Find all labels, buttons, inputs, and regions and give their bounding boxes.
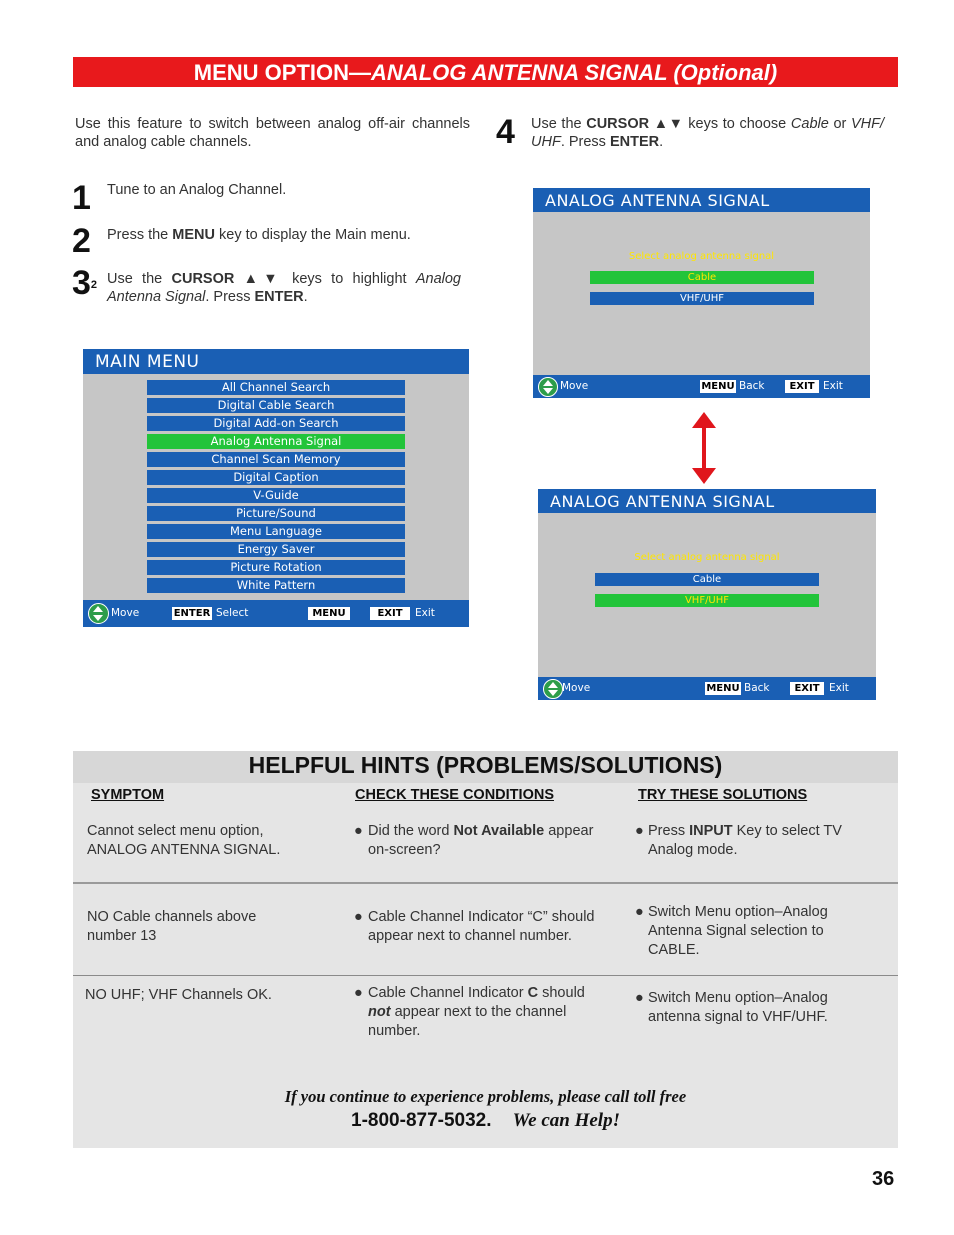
header-symptom: SYMPTOM [91,787,165,803]
row-3-check: ● Cable Channel Indicator C should not appear next to the channel number. [354,985,585,1039]
back-label: Back [739,380,765,392]
step-3-text: Use the CURSOR ▲▼ keys to highlight Analog Antenna Signal. Press ENTER. [107,271,461,305]
page-title [73,57,898,87]
antenna-prompt: Select analog antenna signal [634,552,780,563]
row-2-solution: ● Switch Menu option–Analog Antenna Signal selection to CABLE. [635,904,828,958]
main-menu-screen [83,349,469,627]
move-arrows-icon [538,377,558,397]
option-cable[interactable]: Cable [595,573,819,586]
antenna-footer [533,375,870,398]
exit-key: EXIT [370,607,410,620]
exit-label: Exit [415,607,435,619]
menu-item-digital-cable-search[interactable]: Digital Cable Search [147,398,405,413]
select-label: Select [216,607,249,619]
menu-item-energy-saver[interactable]: Energy Saver [147,542,405,557]
step-3-number: $3^2$ [72,264,98,302]
exit-label: Exit [823,380,843,392]
hints-title: HELPFUL HINTS (PROBLEMS/SOLUTIONS) [73,751,898,783]
menu-item-digital-caption[interactable]: Digital Caption [147,470,405,485]
step-2-text: Press the MENU key to display the Main menu. [107,227,411,243]
help-text: We can Help! [512,1110,620,1131]
menu-item-digital-add-on-search[interactable]: Digital Add-on Search [147,416,405,431]
row-2-check: ● Cable Channel Indicator “C” should appear next to channel number. [354,909,595,944]
menu-item-analog-antenna-signal[interactable]: Analog Antenna Signal [147,434,405,449]
move-arrows-icon [543,679,563,699]
option-cable-selected[interactable]: Cable [590,271,814,284]
double-arrow-icon [689,410,719,486]
main-menu-footer [83,600,469,627]
menu-item-channel-scan-memory[interactable]: Channel Scan Memory [147,452,405,467]
menu-key: MENU [706,683,740,694]
antenna-screen-vhf [538,489,876,700]
menu-item-menu-language[interactable]: Menu Language [147,524,405,539]
main-menu-title: MAIN MENU [83,349,469,374]
antenna-screen-title: ANALOG ANTENNA SIGNAL [533,188,870,212]
exit-key: EXIT [785,380,819,393]
menu-item-picture-sound[interactable]: Picture/Sound [147,506,405,521]
menu-item-picture-rotation[interactable]: Picture Rotation [147,560,405,575]
step-2-number: 2 [72,222,91,260]
row-3-symptom: NO UHF; VHF Channels OK. [85,987,272,1003]
hints-footer-line: If you continue to experience problems, please call toll free [284,1087,687,1106]
title-prefix: MENU OPTION— [193,60,372,85]
antenna-footer [538,677,876,700]
step-4-number: 4 [496,113,515,151]
option-vhf-uhf-selected[interactable]: VHF/UHF [595,594,819,607]
row-1-check: ● Did the word Not Available appear on-screen? [354,823,594,858]
step-1-text: Tune to an Analog Channel. [107,182,287,198]
row-2-symptom: NO Cable channels above number 13 [87,909,257,944]
menu-key: MENU [308,607,350,620]
helpful-hints-box [73,751,898,1148]
antenna-screen-cable [533,188,870,398]
menu-key: MENU [701,381,735,392]
row-1-solution: ● Press INPUT Key to select TV Analog mode. [635,823,842,858]
move-label: Move [560,380,589,392]
hints-phone-line [73,1110,898,1132]
enter-key: ENTER [173,608,211,619]
menu-item-v-guide[interactable]: V-Guide [147,488,405,503]
exit-key: EXIT [790,682,824,695]
title-italic: ANALOG ANTENNA SIGNAL (Optional) [371,60,778,85]
move-label: Move [562,682,591,694]
step-4-text: Use the CURSOR ▲▼ keys to choose Cable or VHF/ UHF. Press ENTER. [531,116,885,150]
row-1-symptom: Cannot select menu option, ANALOG ANTENNA SIGNAL. [87,823,281,858]
antenna-prompt: Select analog antenna signal [628,251,775,262]
step-1-number: 1 [72,179,91,217]
row-divider [73,975,898,976]
move-arrows-icon [88,603,109,624]
intro-text: Use this feature to switch between analog off-air channels and analog cable channels. [75,116,470,150]
option-vhf-uhf[interactable]: VHF/UHF [590,292,814,305]
header-check: CHECK THESE CONDITIONS [355,787,554,803]
menu-item-white-pattern[interactable]: White Pattern [147,578,405,593]
phone-number: 1-800-877-5032. [351,1110,492,1131]
back-label: Back [744,682,770,694]
antenna-screen-title: ANALOG ANTENNA SIGNAL [538,489,876,513]
row-3-solution: ● Switch Menu option–Analog antenna signal to VHF/UHF. [635,990,828,1025]
exit-label: Exit [829,682,849,694]
move-label: Move [111,607,140,619]
menu-item-all-channel-search[interactable]: All Channel Search [147,380,405,395]
page-number: 36 [872,1168,895,1190]
row-divider [73,882,898,884]
header-solutions: TRY THESE SOLUTIONS [638,787,808,803]
